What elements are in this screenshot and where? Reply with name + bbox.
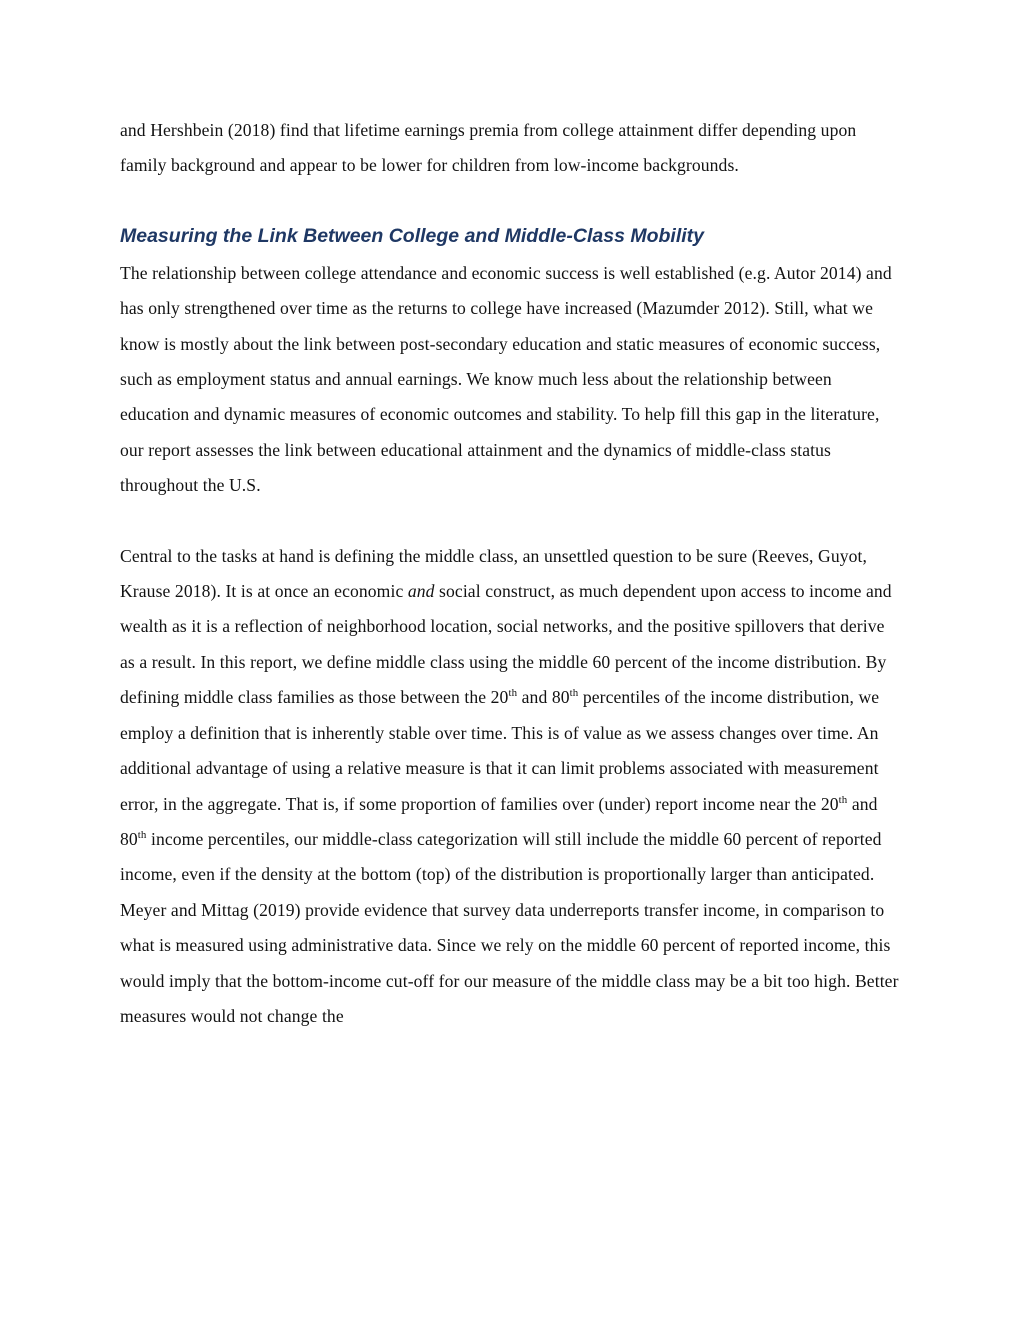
text-run: income percentiles, our middle-class categorization will still include the middle 60 percent of reported income, even if the density at the bottom (top) of the distribution is proportionally larger than anticipated. Meyer and Mittag (2019) provide evidence that survey data underreports transfer income, in comparison to what is measured using administrative data. Since we rely on the middle 60 percent of reported income, this would imply that the bottom-income cut-off for our measure of the middle class may be a bit too high. Better measures would not change the [120,828,899,1026]
paragraph-earnings-premia: and Hershbein (2018) find that lifetime earnings premia from college attainment differ depending upon family background and appear to be lower for children from low-income backgrounds. [120,120,857,176]
section-heading-measuring-link: Measuring the Link Between College and Middle-Class Mobility [120,224,705,247]
text-run: Central to the tasks at hand is defining the middle class, an unsettled question to be sure (Reeves, Guyot, Krause 2018). It is at once an economic [120,545,868,602]
superscript-th: th [838,793,848,806]
paragraph-defining-middle-class [120,539,902,1035]
superscript-th: th [569,687,579,700]
superscript-th: th [137,829,147,842]
text-run: social construct, as much dependent upon access to income and wealth as it is a reflection of neighborhood location, social networks, and the positive spillovers that derive as a result. In this report, we define middle class using the middle 60 percent of the income distribution. By defining middle class families as those between the 20 [120,581,892,708]
text-run: and 80 [517,687,570,708]
text-run: and 80 [120,793,878,849]
italic-run-and: and [407,581,435,602]
superscript-th: th [508,687,518,700]
paragraph-college-success: The relationship between college attendance and economic success is well established (e.g. Autor 2014) and has only strengthened over time as the returns to college have increased (Mazumder 2012). Still, what we know is mostly about the link between post-secondary education and static measures of economic success, such as employment status and annual earnings. We know much less about the relationship between education and dynamic measures of economic outcomes and stability. To help fill this gap in the literature, our report assesses the link between educational attainment and the dynamics of middle-class status throughout the U.S. [120,262,892,496]
text-run: percentiles of the income distribution, we employ a definition that is inherently stable over time. This is of value as we assess changes over time. An additional advantage of using a relative measure is that it can limit problems associated with measurement error, in the aggregate. That is, if some proportion of families over (under) report income near the 20 [120,687,880,814]
